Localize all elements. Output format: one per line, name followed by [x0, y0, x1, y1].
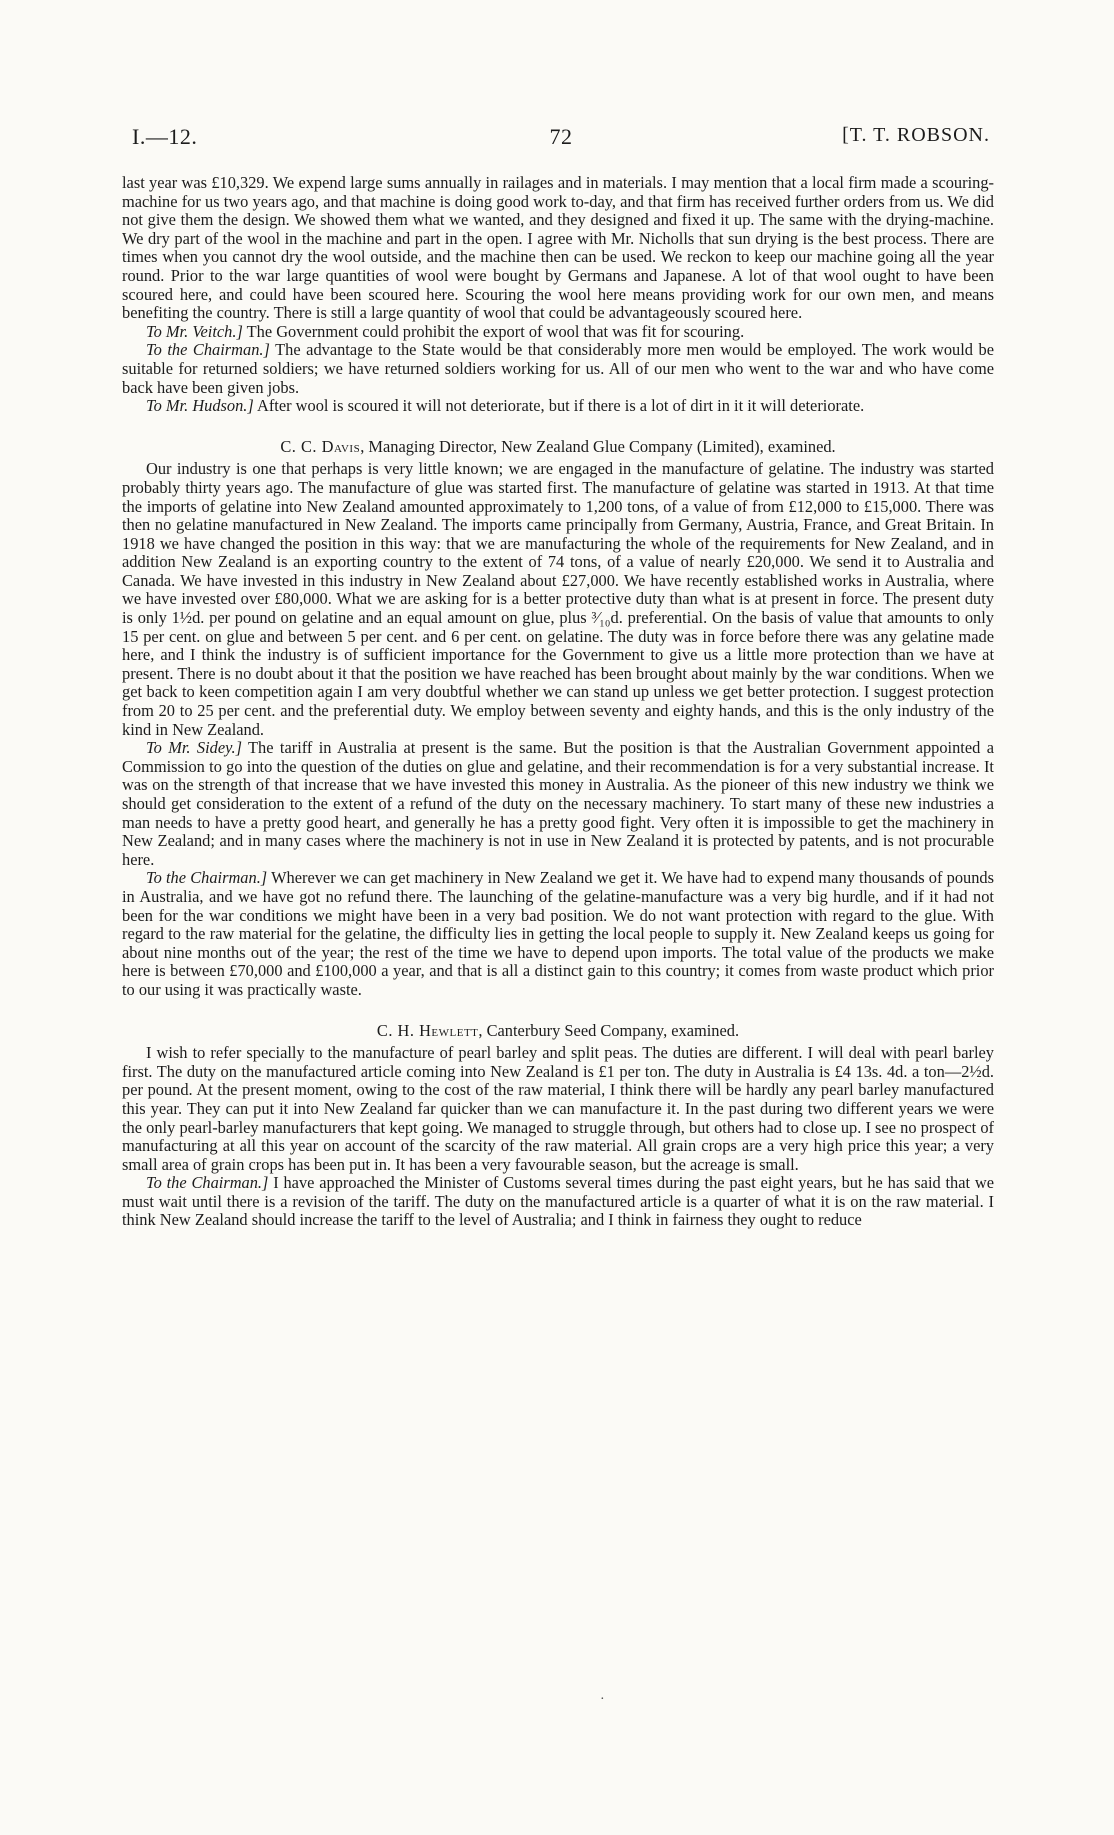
- witness-heading: [122, 1022, 994, 1041]
- answer-text: The advantage to the State would be that considerably more men would be employed. The work would be suitable for returned soldiers; we have returned soldiers working for us. All of our men who went to the war and who have come back have been given jobs.: [122, 340, 995, 397]
- answer-text: I have approached the Minister of Customs several times during the past eight years, but he has said that we must wait until there is a revision of the tariff. The duty on the manufactured article is a quarter of what it is on the raw material. I think New Zealand should increase the tariff to the level of Australia; and I think in fairness they ought to reduce: [122, 1173, 994, 1230]
- witness-description: , Canterbury Seed Company, examined.: [478, 1020, 740, 1040]
- paragraph: [122, 739, 994, 869]
- paragraph: [122, 869, 994, 999]
- answer-text: After wool is scoured it will not deteriorate, but if there is a lot of dirt in it it will deteriorate.: [253, 396, 865, 416]
- witness-name: C. H. Hewlett: [376, 1020, 479, 1040]
- paragraph: [122, 1174, 994, 1230]
- page-header: [132, 124, 990, 158]
- question-lead: To the Chairman.]: [146, 868, 268, 888]
- witness-name: C. C. Davis: [280, 436, 361, 456]
- print-speck: ·: [600, 1692, 605, 1707]
- witness-heading: [122, 438, 994, 457]
- davis-evidence: [122, 438, 994, 1000]
- robson-evidence-continued: [122, 174, 994, 416]
- answer-text: The Government could prohibit the export of wool that was fit for scouring.: [242, 321, 745, 341]
- question-lead: To the Chairman.]: [146, 340, 270, 360]
- page-number: 72: [549, 124, 573, 149]
- paragraph: [122, 323, 994, 342]
- paragraph: Our industry is one that perhaps is very little known; we are engaged in the manufacture of gelatine. The industry was started probably thirty years ago. The manufacture of glue was started first. The manufacture of gelatine was started in 1913. At that time the imports of gelatine into New Zealand amounted approximately to 1,200 tons, of a value of from £12,000 to £15,000. There was then no gelatine manufactured in New Zealand. The imports came principally from Germany, Austria, France, and Great Britain. In 1918 we have changed the position in this way: that we are manufacturing the whole of the requirements for New Zealand, and in addition New Zealand is an exporting country to the extent of 74 tons, of a value of nearly £20,000. We send it to Australia and Canada. We have invested in this industry in New Zealand about £27,000. We have recently established works in Australia, where we have invested over £80,000. What we are asking for is a better protective duty than what is at present in force. The present duty is only 1½d. per pound on gelatine and an equal amount on glue, plus ³⁄₁₀d. preferential. On the basis of value that amounts to only 15 per cent. on glue and between 5 per cent. and 6 per cent. on gelatine. The duty was in force before there was any gelatine made here, and I think the industry is of sufficient importance for the Government to give us a little more protection than we have at present. There is no doubt about it that the position we have reached has been brought about mainly by the war conditions. When we get back to keen competition again I am very doubtful whether we can stand up unless we get better protection. I suggest protection from 20 to 25 per cent. and the preferential duty. We employ between seventy and eighty hands, and this is the only industry of the kind in New Zealand.: [122, 459, 994, 739]
- question-lead: To Mr. Veitch.]: [146, 321, 243, 341]
- paragraph: last year was £10,329. We expend large sums annually in railages and in materials. I may mention that a local firm made a scouring-machine for us two years ago, and that machine is doing good work to-day, and that firm has received further orders from us. We did not give them the design. We showed them what we wanted, and they designed and fixed it up. The same with the drying-machine. We dry part of the wool in the machine and part in the open. I agree with Mr. Nicholls that sun drying is the best process. There are times when you cannot dry the wool outside, and the machine then can be used. We reckon to keep our machine going all the year round. Prior to the war large quantities of wool were bought by Germans and Japanese. A lot of that wool ought to have been scoured here, and could have been scoured here. Scouring the wool here means providing work for our own men, and means benefiting the country. There is still a large quantity of wool that could be advantageously scoured here.: [122, 173, 994, 323]
- question-lead: To the Chairman.]: [146, 1173, 269, 1193]
- question-lead: To Mr. Hudson.]: [146, 396, 254, 416]
- paragraph: [122, 341, 994, 397]
- answer-text: Wherever we can get machinery in New Zealand we get it. We have had to expend many thousands of pounds in Australia, and we have got no refund there. The launching of the gelatine-manufacture was a very big hurdle, and if it had not been for the war conditions we might have been in a very bad position. We do not want protection with regard to the glue. With regard to the raw material for the gelatine, the difficulty lies in getting the local people to supply it. New Zealand keeps us going for about nine months out of the year; the rest of the time we have to depend upon imports. The total value of the products we make here is between £70,000 and £100,000 a year, and that is all a distinct gain to this country; it comes from waste product which prior to our using it was practically waste.: [122, 868, 994, 999]
- witness-description: , Managing Director, New Zealand Glue Company (Limited), examined.: [360, 436, 836, 456]
- paragraph: I wish to refer specially to the manufacture of pearl barley and split peas. The duties are different. I will deal with pearl barley first. The duty on the manufactured article coming into New Zealand is £1 per ton. The duty in Australia is £4 13s. 4d. a ton—2½d. per pound. At the present moment, owing to the cost of the raw material, I think there will be hardly any pearl barley manufactured this year. They can put it into New Zealand far quicker than we can manufacture it. In the past during two different years we were the only pearl-barley manufacturers that kept going. We managed to struggle through, but others had to close up. I see no prospect of manufacturing at all this year on account of the scarcity of the raw material. All grain crops are a very high price this year; a very small area of grain crops has been put in. It has been a very favourable season, but the acreage is small.: [122, 1043, 994, 1174]
- paper-reference: I.—12.: [132, 124, 198, 149]
- witness-running-head: [T. T. ROBSON.: [842, 124, 990, 146]
- answer-text: The tariff in Australia at present is the same. But the position is that the Australian Government appointed a Commission to go into the question of the duties on glue and gelatine, and their recommendation is for a very substantial increase. It was on the strength of that increase that we have invested this money in Australia. As the pioneer of this new industry we think we should get consideration to the extent of a refund of the duty on the necessary machinery. To start many of these new industries a man needs to have a pretty good heart, and generally he has a pretty good fight. Very often it is impossible to get the machinery in New Zealand; and in many cases where the machinery is not in use in New Zealand it is protected by patents, and is not procurable here.: [122, 738, 994, 869]
- page-body: [122, 174, 994, 1230]
- paragraph: [122, 397, 994, 416]
- hewlett-evidence: [122, 1022, 994, 1231]
- question-lead: To Mr. Sidey.]: [146, 738, 242, 758]
